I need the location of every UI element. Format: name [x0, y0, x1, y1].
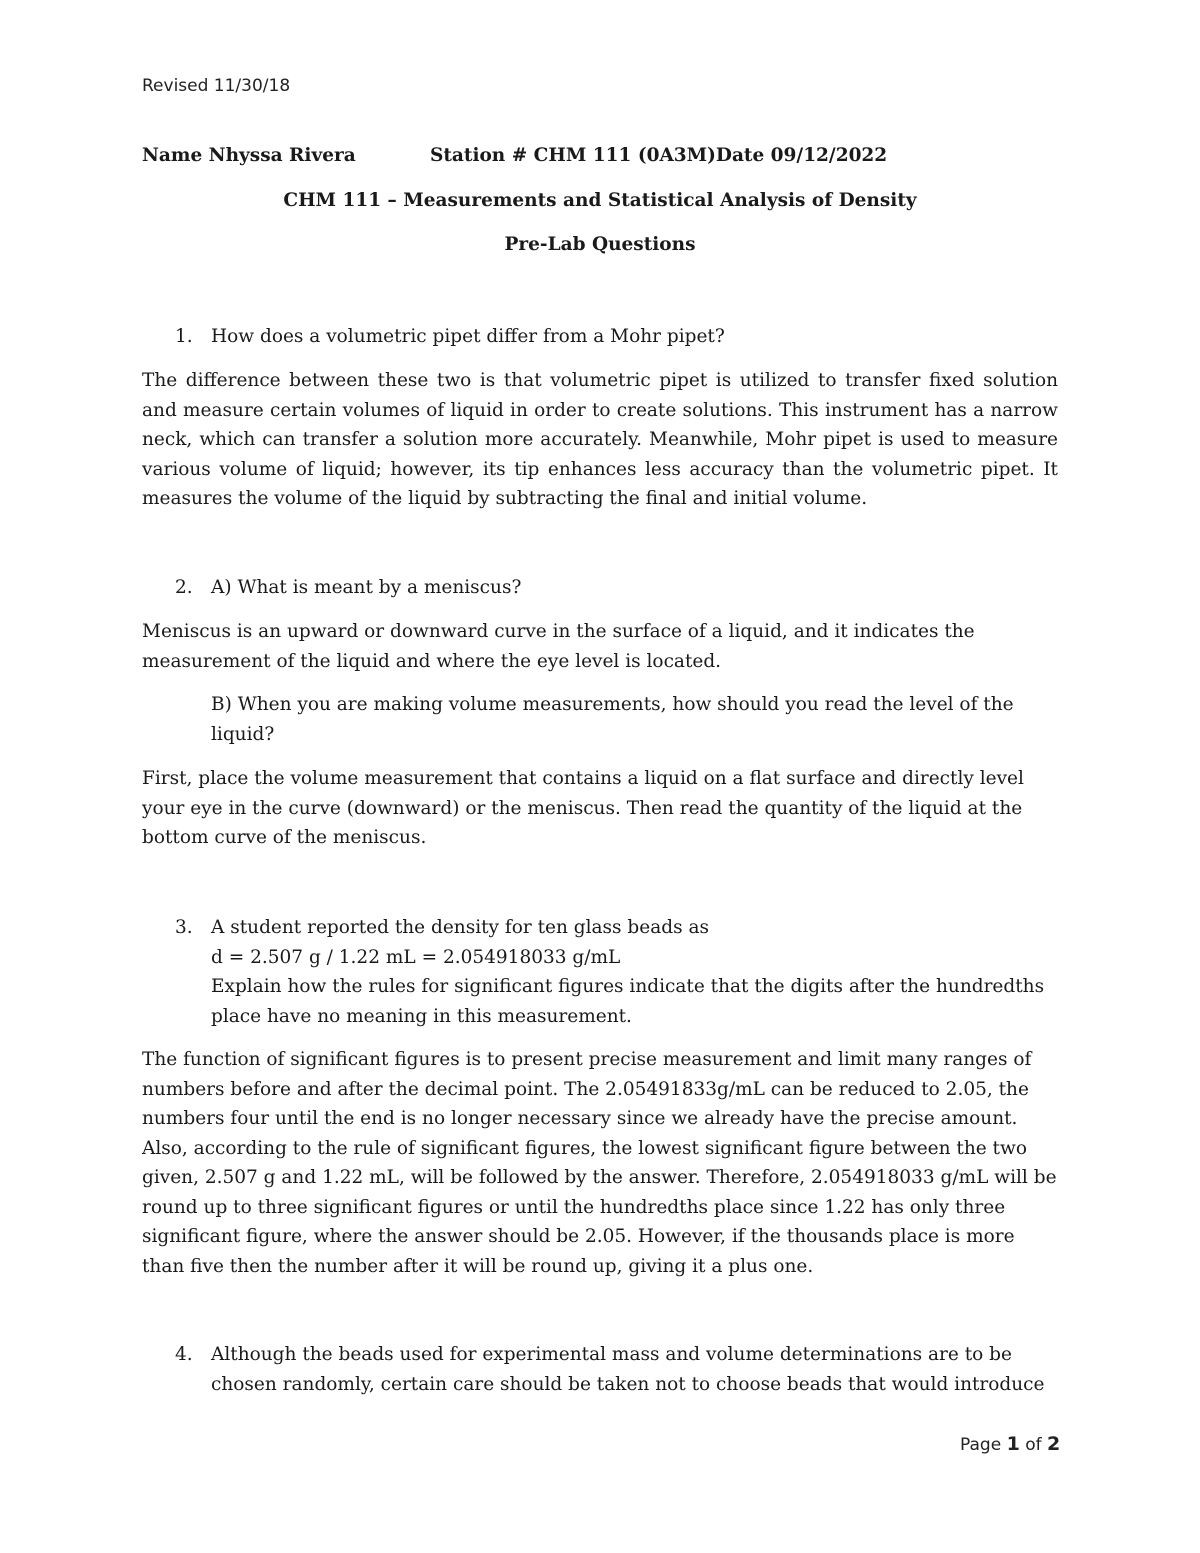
question-text-line3: Explain how the rules for significant figures indicate that the digits after the hundredths place have no meaning in this measurement.	[211, 976, 1045, 1027]
question-number: 3.	[175, 917, 193, 938]
answer-2b: First, place the volume measurement that contains a liquid on a flat surface and directly level your eye in the curve (downward) or the meniscus. Then read the quantity of the liquid at the bottom curve of the meniscus.	[142, 768, 1024, 848]
page-word: Page	[960, 1435, 1002, 1455]
page-number	[960, 1433, 1060, 1455]
question-number: 2.	[175, 577, 193, 598]
total-pages: 2	[1047, 1433, 1061, 1455]
question-2b-text: B) When you are making volume measurements, how should you read the level of the liquid?	[211, 694, 1014, 745]
answer-3: The function of significant figures is to present precise measurement and limit many ranges of numbers before and after the decimal point. The 2.05491833g/mL can be reduced to 2.05, the numbers four until the end is no longer necessary since we already have the precise amount. Also, according to the rule of significant figures, the lowest significant figure between the two given, 2.507 g and 1.22 mL, will be followed by the answer. Therefore, 2.054918033 g/mL will be round up to three significant figures or until the hundredths place since 1.22 has only three significant figure, where the answer should be 2.05. However, if the thousands place is more than five then the number after it will be round up, giving it a plus one.	[142, 1049, 1057, 1277]
of-word: of	[1025, 1435, 1042, 1455]
question-number: 4.	[175, 1344, 193, 1365]
document-subtitle: Pre-Lab Questions	[504, 234, 696, 255]
question-text: How does a volumetric pipet differ from a Mohr pipet?	[211, 326, 725, 347]
answer-2a: Meniscus is an upward or downward curve in the surface of a liquid, and it indicates the measurement of the liquid and where the eye level is located.	[142, 621, 975, 672]
revision-date: Revised 11/30/18	[142, 76, 291, 96]
question-text-line1: A student reported the density for ten glass beads as	[211, 917, 709, 938]
question-number: 1.	[175, 326, 193, 347]
question-text: A) What is meant by a meniscus?	[211, 577, 522, 598]
current-page: 1	[1006, 1433, 1020, 1455]
question-2	[175, 573, 1055, 603]
document-title: CHM 111 – Measurements and Statistical Analysis of Density	[283, 190, 917, 211]
question-4	[175, 1340, 1055, 1399]
question-3	[175, 913, 1055, 1031]
student-name: Name Nhyssa Rivera	[142, 145, 356, 166]
question-1	[175, 322, 1055, 352]
station-date: Station # CHM 111 (0A3M)Date 09/12/2022	[430, 145, 888, 166]
question-formula: d = 2.507 g / 1.22 mL = 2.054918033 g/mL	[211, 946, 621, 968]
student-info-line	[142, 145, 887, 166]
question-text: Although the beads used for experimental mass and volume determinations are to be chosen randomly, certain care should be taken not to choose beads that would introduce	[211, 1344, 1045, 1395]
answer-1: The difference between these two is that volumetric pipet is utilized to transfer fixed solution and measure certain volumes of liquid in order to create solutions. This instrument has a narrow neck, which can transfer a solution more accurately. Meanwhile, Mohr pipet is used to measure various volume of liquid; however, its tip enhances less accuracy than the volumetric pipet. It measures the volume of the liquid by subtracting the final and initial volume.	[142, 370, 1058, 509]
